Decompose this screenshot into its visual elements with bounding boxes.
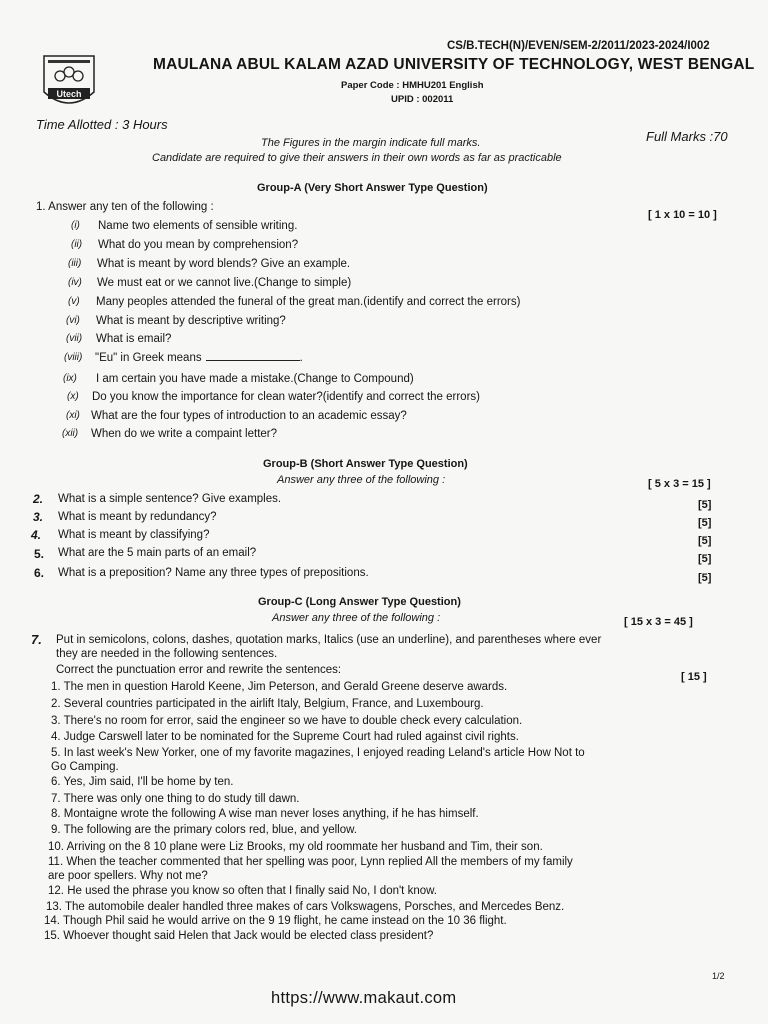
list-item-continued: are poor spellers. Why not me? bbox=[48, 870, 208, 882]
list-item bbox=[46, 901, 564, 913]
group-b-title: Group-B (Short Answer Type Question) bbox=[263, 458, 468, 470]
item-number: (vi) bbox=[66, 315, 80, 326]
item-text: There was only one thing to do study till dawn. bbox=[63, 793, 300, 805]
list-item: When do we write a compaint letter? bbox=[91, 428, 278, 440]
question-marks: [5] bbox=[698, 535, 712, 547]
question-marks: [5] bbox=[698, 517, 712, 529]
question-number: 4. bbox=[31, 528, 42, 542]
item-text: Yes, Jim said, I'll be home by ten. bbox=[63, 776, 234, 788]
item-text: Several countries participated in the airlift Italy, Belgium, France, and Luxembourg. bbox=[63, 698, 484, 710]
list-item bbox=[51, 698, 484, 710]
group-c-instruction: Answer any three of the following : bbox=[272, 612, 441, 624]
item-number: 15. bbox=[44, 930, 60, 942]
item-number: 7. bbox=[51, 793, 61, 805]
time-allotted: Time Allotted : 3 Hours bbox=[36, 117, 168, 132]
paper-code: Paper Code : HMHU201 English bbox=[341, 80, 484, 91]
question-marks: [5] bbox=[698, 572, 712, 584]
instruction-marks: The Figures in the margin indicate full marks. bbox=[261, 137, 481, 149]
blank-period: . bbox=[299, 352, 303, 364]
list-item-text: "Eu" in Greek means bbox=[95, 352, 202, 364]
item-text: He used the phrase you know so often that I finally said No, I don't know. bbox=[67, 885, 437, 897]
document-code: CS/B.TECH(N)/EVEN/SEM-2/2011/2023-2024/I002 bbox=[447, 40, 710, 52]
item-number: 3. bbox=[51, 715, 61, 727]
question-7-line-3: Correct the punctuation error and rewrite the sentences: bbox=[56, 664, 342, 676]
item-number: (viii) bbox=[64, 352, 83, 363]
item-number: (ix) bbox=[63, 373, 77, 384]
logo-text: Utech bbox=[56, 89, 82, 99]
item-number: 1. bbox=[51, 681, 61, 693]
page-number: 1/2 bbox=[712, 971, 725, 981]
item-number: 10. bbox=[48, 841, 64, 853]
item-number: (iv) bbox=[68, 277, 82, 288]
question-7-number: 7. bbox=[31, 632, 42, 647]
list-item: Name two elements of sensible writing. bbox=[98, 220, 298, 232]
group-c-marks: [ 15 x 3 = 45 ] bbox=[624, 616, 693, 628]
item-text: Judge Carswell later to be nominated for the Supreme Court had ruled against civil rights. bbox=[63, 731, 519, 743]
question-number: 6. bbox=[34, 566, 45, 580]
question-1-instruction: Answer any ten of the following : bbox=[48, 201, 214, 213]
group-a-marks: [ 1 x 10 = 10 ] bbox=[648, 209, 717, 221]
item-text: The automobile dealer handled three makes of cars Volkswagens, Porsches, and Mercedes Benz. bbox=[65, 901, 565, 913]
list-item bbox=[51, 793, 299, 805]
footer-url[interactable]: https://www.makaut.com bbox=[271, 989, 457, 1007]
question-number: 2. bbox=[33, 492, 44, 506]
question-7-marks: [ 15 ] bbox=[681, 671, 707, 683]
item-number: 2. bbox=[51, 698, 61, 710]
question-number: 5. bbox=[34, 547, 45, 561]
list-item bbox=[48, 856, 573, 868]
list-item: I am certain you have made a mistake.(Change to Compound) bbox=[96, 373, 414, 385]
item-number: 12. bbox=[48, 885, 64, 897]
item-text: Whoever thought said Helen that Jack would be elected class president? bbox=[63, 930, 434, 942]
item-text: Montaigne wrote the following A wise man never loses anything, if he has himself. bbox=[63, 808, 479, 820]
item-number: (i) bbox=[71, 220, 80, 231]
question-1 bbox=[36, 201, 214, 213]
question-7-line-1: Put in semicolons, colons, dashes, quotation marks, Italics (use an underline), and parentheses where ever bbox=[56, 634, 602, 646]
question-marks: [5] bbox=[698, 553, 712, 565]
list-item: What is email? bbox=[96, 333, 172, 345]
item-number: 14. bbox=[44, 915, 60, 927]
item-text: In last week's New Yorker, one of my favorite magazines, I enjoyed reading Leland's article How Not to bbox=[63, 747, 585, 759]
item-number: (iii) bbox=[68, 258, 82, 269]
item-text: Though Phil said he would arrive on the 9 19 flight, he came instead on the 10 36 flight. bbox=[63, 915, 507, 927]
list-item: Do you know the importance for clean water?(identify and correct the errors) bbox=[92, 391, 480, 403]
question-text: What is meant by redundancy? bbox=[58, 511, 217, 523]
list-item bbox=[44, 930, 433, 942]
list-item bbox=[51, 824, 357, 836]
list-item bbox=[51, 715, 522, 727]
item-number: (xii) bbox=[62, 428, 79, 439]
list-item bbox=[48, 841, 543, 853]
university-title: MAULANA ABUL KALAM AZAD UNIVERSITY OF TECHNOLOGY, WEST BENGAL bbox=[153, 56, 755, 73]
group-b-instruction: Answer any three of the following : bbox=[277, 474, 446, 486]
upid: UPID : 002011 bbox=[391, 94, 454, 105]
list-item bbox=[48, 885, 437, 897]
list-item bbox=[95, 351, 303, 364]
item-text: Arriving on the 8 10 plane were Liz Brooks, my old roommate her husband and Tim, their son. bbox=[66, 841, 543, 853]
fill-blank bbox=[206, 351, 300, 361]
item-number: 13. bbox=[46, 901, 62, 913]
group-a-title: Group-A (Very Short Answer Type Question) bbox=[257, 182, 488, 194]
list-item bbox=[51, 776, 233, 788]
university-logo bbox=[40, 52, 98, 112]
list-item: Many peoples attended the funeral of the great man.(identify and correct the errors) bbox=[96, 296, 521, 308]
item-text: There's no room for error, said the engineer so we have to double check every calculation. bbox=[63, 715, 523, 727]
list-item bbox=[51, 747, 585, 759]
item-text: The men in question Harold Keene, Jim Peterson, and Gerald Greene deserve awards. bbox=[63, 681, 508, 693]
question-number: 3. bbox=[33, 510, 44, 524]
instruction-own-words: Candidate are required to give their answers in their own words as far as practicable bbox=[152, 152, 562, 164]
list-item: What are the four types of introduction to an academic essay? bbox=[91, 410, 407, 422]
question-text: What are the 5 main parts of an email? bbox=[58, 547, 257, 559]
question-text: What is a preposition? Name any three types of prepositions. bbox=[58, 567, 369, 579]
item-number: 5. bbox=[51, 747, 61, 759]
item-number: 6. bbox=[51, 776, 61, 788]
list-item bbox=[44, 915, 507, 927]
question-7-line-2: they are needed in the following sentences. bbox=[56, 648, 278, 660]
group-b-marks: [ 5 x 3 = 15 ] bbox=[648, 478, 711, 490]
item-number: 4. bbox=[51, 731, 61, 743]
list-item: What is meant by word blends? Give an example. bbox=[97, 258, 351, 270]
question-marks: [5] bbox=[698, 499, 712, 511]
list-item bbox=[51, 681, 507, 693]
question-text: What is a simple sentence? Give examples. bbox=[58, 493, 282, 505]
item-number: (x) bbox=[67, 391, 79, 402]
question-1-number: 1. bbox=[36, 201, 46, 213]
list-item: We must eat or we cannot live.(Change to simple) bbox=[97, 277, 352, 289]
item-number: (ii) bbox=[71, 239, 83, 250]
item-number: (v) bbox=[68, 296, 80, 307]
list-item-continued: Go Camping. bbox=[51, 761, 119, 773]
group-c-title: Group-C (Long Answer Type Question) bbox=[258, 596, 461, 608]
full-marks: Full Marks :70 bbox=[646, 129, 728, 144]
list-item bbox=[51, 731, 519, 743]
item-number: 8. bbox=[51, 808, 61, 820]
item-number: (vii) bbox=[66, 333, 83, 344]
list-item: What do you mean by comprehension? bbox=[98, 239, 299, 251]
question-text: What is meant by classifying? bbox=[58, 529, 210, 541]
list-item: What is meant by descriptive writing? bbox=[96, 315, 286, 327]
item-number: 9. bbox=[51, 824, 61, 836]
item-text: When the teacher commented that her spelling was poor, Lynn replied All the members of my family bbox=[66, 856, 573, 868]
item-text: The following are the primary colors red, blue, and yellow. bbox=[63, 824, 357, 836]
list-item bbox=[51, 808, 479, 820]
item-number: (xi) bbox=[66, 410, 80, 421]
item-number: 11. bbox=[48, 856, 64, 868]
